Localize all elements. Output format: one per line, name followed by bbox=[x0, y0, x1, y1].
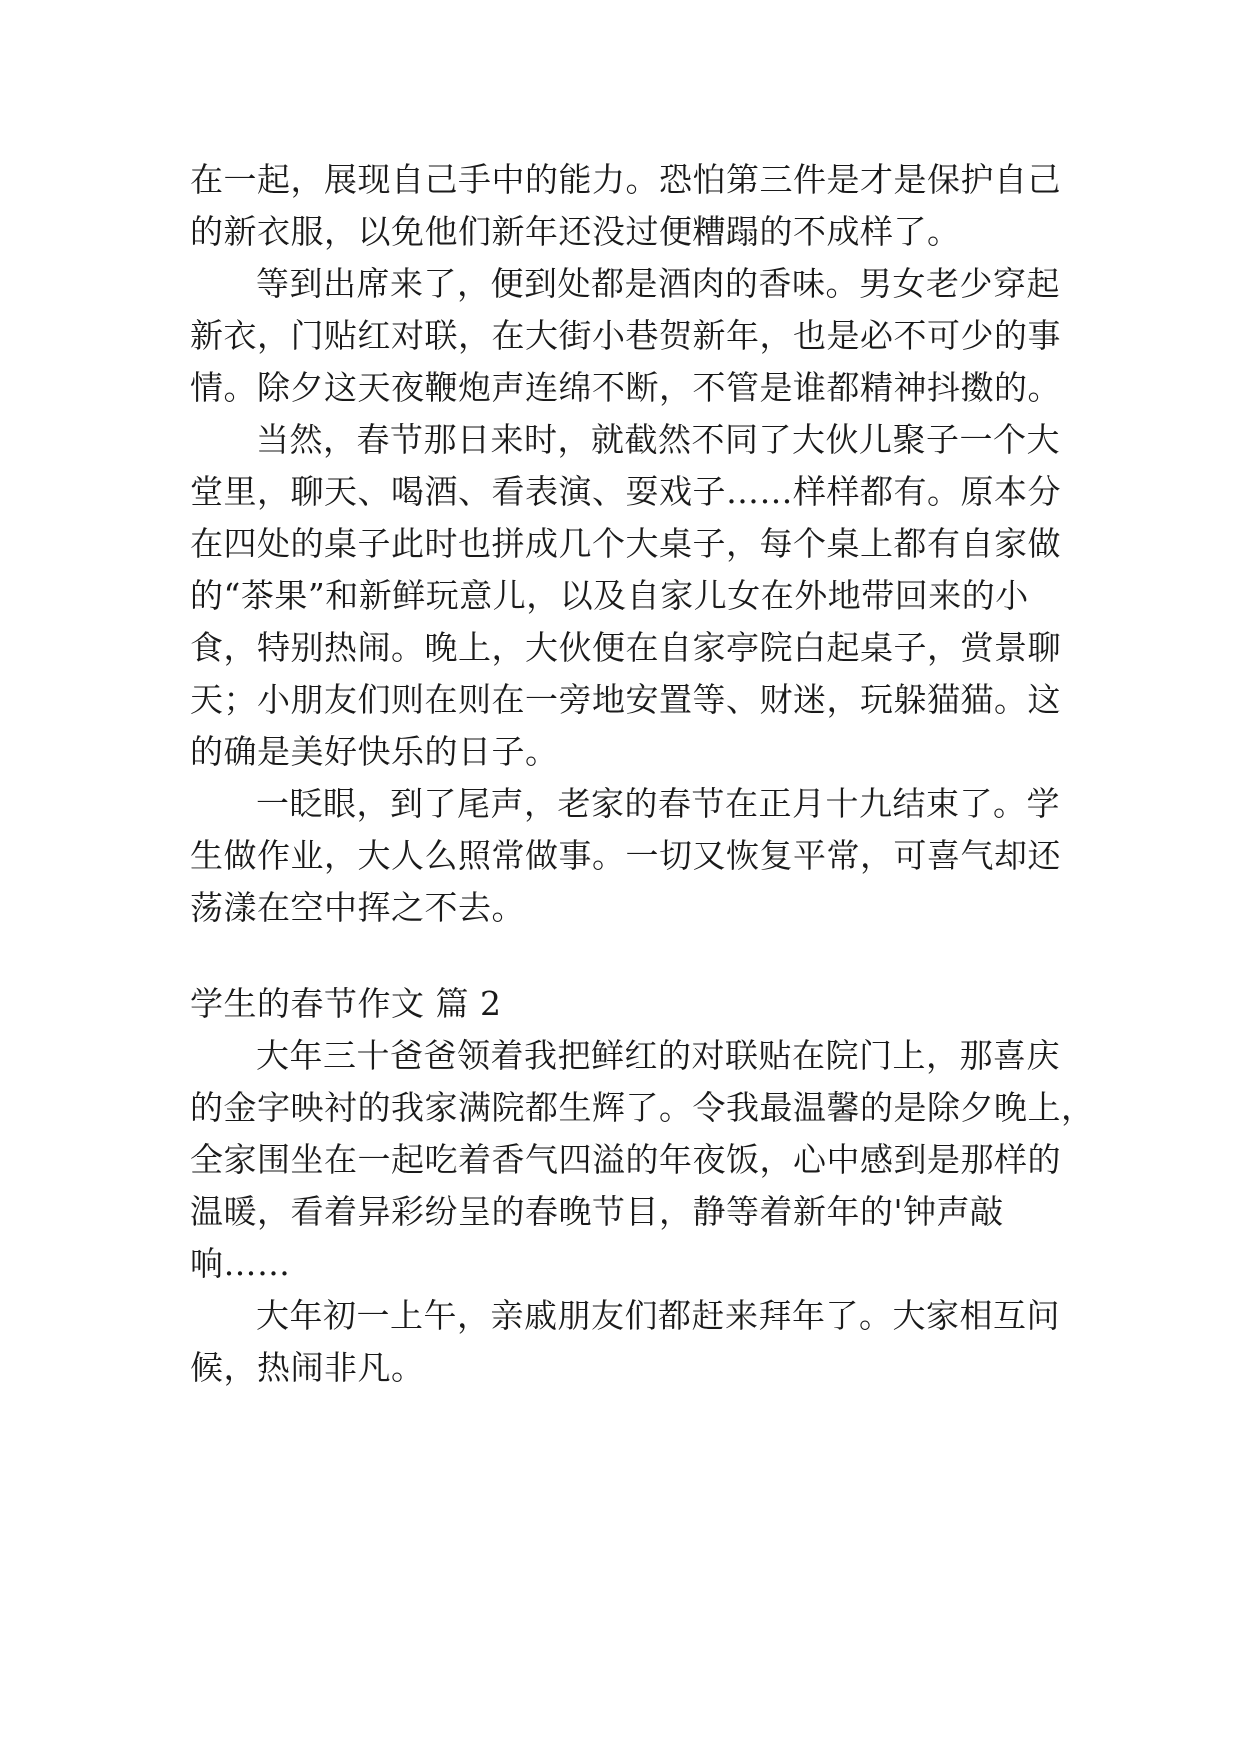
paragraph-line: 荡漾在空中挥之不去。 bbox=[190, 888, 525, 927]
paragraph-line: 新衣，门贴红对联，在大街小巷贺新年，也是必不可少的事 bbox=[190, 316, 1061, 355]
paragraph-line: 的新衣服，以免他们新年还没过便糟蹋的不成样了。 bbox=[190, 212, 961, 251]
paragraph-line: 食，特别热闹。晚上，大伙便在自家亭院白起桌子，赏景聊 bbox=[190, 628, 1061, 667]
paragraph-line: 当然，春节那日来时，就截然不同了大伙儿聚子一个大 bbox=[256, 420, 1060, 459]
paragraph-line: 等到出席来了，便到处都是酒肉的香味。男女老少穿起 bbox=[256, 264, 1060, 303]
paragraph-line: 温暖，看着异彩纷呈的春晚节目，静等着新年的'钟声敲 bbox=[190, 1192, 1004, 1231]
paragraph-line: 一眨眼，到了尾声，老家的春节在正月十九结束了。学 bbox=[256, 784, 1060, 823]
section-heading: 学生的春节作文 篇 2 bbox=[190, 984, 502, 1023]
paragraph-line: 大年初一上午，亲戚朋友们都赶来拜年了。大家相互问 bbox=[256, 1296, 1060, 1335]
paragraph-line: 在一起，展现自己手中的能力。恐怕第三件是才是保护自己 bbox=[190, 160, 1061, 199]
paragraph-line: 候，热闹非凡。 bbox=[190, 1348, 425, 1387]
paragraph-line: 情。除夕这天夜鞭炮声连绵不断，不管是谁都精神抖擞的。 bbox=[190, 368, 1061, 407]
paragraph-line: 的金字映衬的我家满院都生辉了。令我最温馨的是除夕晚上， bbox=[190, 1088, 1095, 1127]
paragraph-line: 生做作业，大人么照常做事。一切又恢复平常，可喜气却还 bbox=[190, 836, 1061, 875]
paragraph-line: 在四处的桌子此时也拼成几个大桌子，每个桌上都有自家做 bbox=[190, 524, 1061, 563]
paragraph-line: 的“茶果”和新鲜玩意儿，以及自家儿女在外地带回来的小 bbox=[190, 576, 1029, 615]
paragraph-line: 堂里，聊天、喝酒、看表演、耍戏子……样样都有。原本分 bbox=[190, 472, 1061, 511]
paragraph-line: 响…… bbox=[190, 1244, 291, 1283]
paragraph-line: 的确是美好快乐的日子。 bbox=[190, 732, 559, 771]
paragraph-line: 全家围坐在一起吃着香气四溢的年夜饭，心中感到是那样的 bbox=[190, 1140, 1061, 1179]
paragraph-line: 天；小朋友们则在则在一旁地安置等、财迷，玩躲猫猫。这 bbox=[190, 680, 1061, 719]
paragraph-line: 大年三十爸爸领着我把鲜红的对联贴在院门上，那喜庆 bbox=[256, 1036, 1060, 1075]
